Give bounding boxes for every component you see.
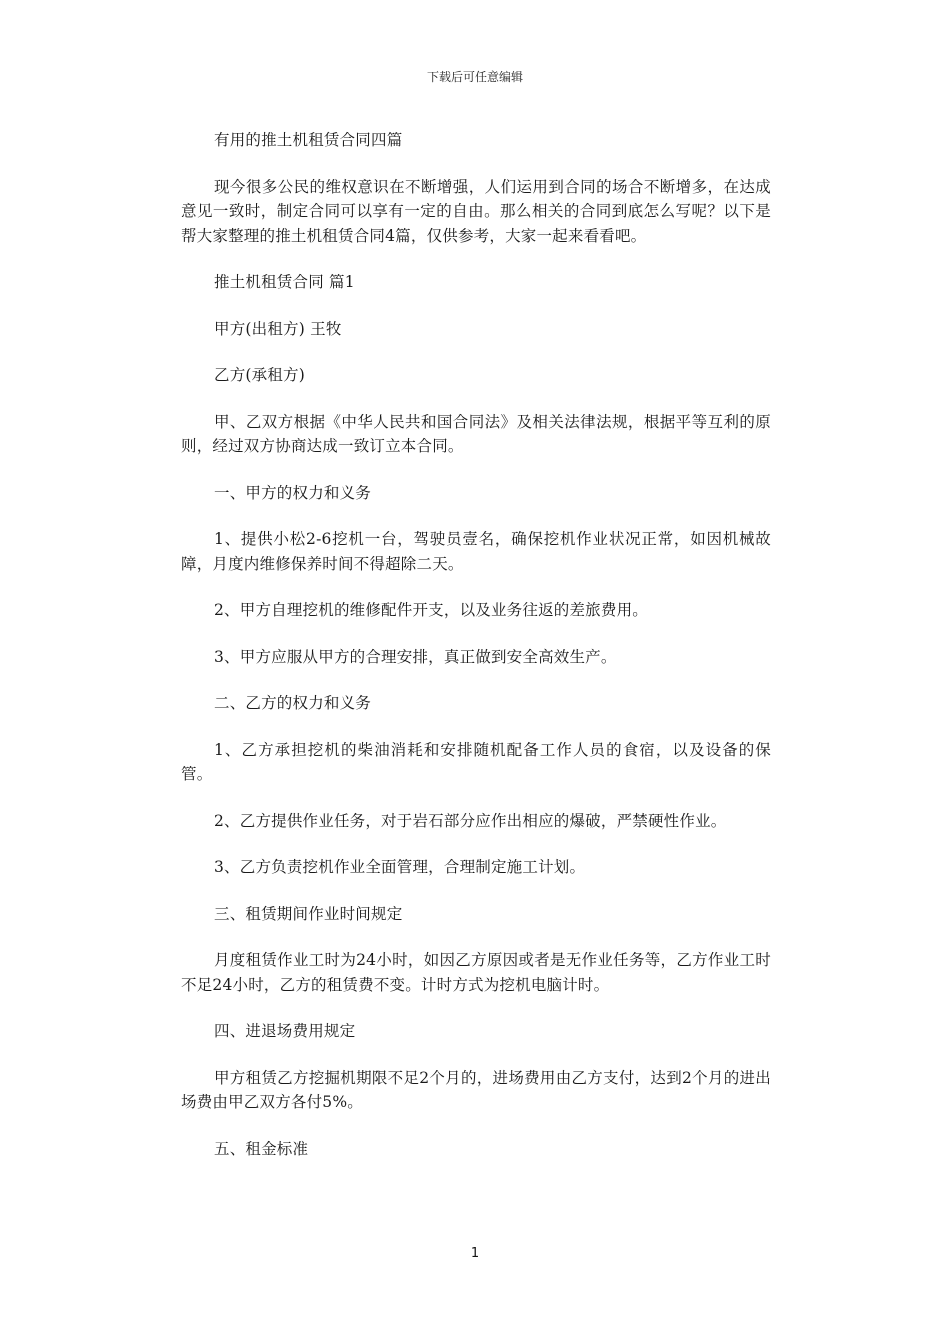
party-a: 甲方(出租方) 王牧: [214, 319, 342, 338]
party-b: 乙方(承租方): [214, 366, 305, 384]
section-heading-3: 三、租赁期间作业时间规定: [214, 904, 403, 923]
section-heading-5: 五、租金标准: [214, 1139, 309, 1158]
clause-3: 月度租赁作业工时为24小时，如因乙方原因或者是无作业任务等，乙方作业工时不足24小时，乙方的租赁费不变。计时方式为挖机电脑计时。: [181, 951, 771, 994]
intro-paragraph: 现今很多公民的维权意识在不断增强，人们运用到合同的场合不断增多，在达成意见一致时，制定合同可以享有一定的自由。那么相关的合同到底怎么写呢？以下是帮大家整理的推土机租赁合同4篇，仅供参考，大家一起来看看吧。: [181, 177, 771, 245]
section-heading-4: 四、进退场费用规定: [214, 1022, 356, 1040]
page-number: 1: [470, 1246, 480, 1261]
clause-1-2: 2、甲方自理挖机的维修配件开支，以及业务往返的差旅费用。: [214, 601, 648, 619]
section-heading-2: 二、乙方的权力和义务: [214, 694, 372, 712]
clause-1-3: 3、甲方应服从甲方的合理安排，真正做到安全高效生产。: [214, 647, 617, 666]
contract-heading: 推土机租赁合同 篇1: [214, 273, 355, 291]
clause-1-1: 1、提供小松2-6挖机一台，驾驶员壹名，确保挖机作业状况正常，如因机械故障，月度内维修保养时间不得超除二天。: [181, 530, 771, 573]
clause-2-2: 2、乙方提供作业任务，对于岩石部分应作出相应的爆破，严禁硬性作业。: [214, 811, 727, 830]
document-body: [181, 128, 771, 1183]
clause-2-1: 1、乙方承担挖机的柴油消耗和安排随机配备工作人员的食宿，以及设备的保管。: [181, 740, 771, 783]
document-title: 有用的推土机租赁合同四篇: [214, 131, 403, 149]
clause-2-3: 3、乙方负责挖机作业全面管理，合理制定施工计划。: [214, 858, 586, 876]
clause-4: 甲方租赁乙方挖掘机期限不足2个月的，进场费用由乙方支付，达到2个月的进出场费由甲乙双方各付5%。: [181, 1068, 771, 1111]
section-heading-1: 一、甲方的权力和义务: [214, 483, 372, 502]
preamble-paragraph: 甲、乙双方根据《中华人民共和国合同法》及相关法律法规，根据平等互利的原则，经过双方协商达成一致订立本合同。: [181, 412, 771, 455]
page-header: 下载后可任意编辑: [426, 70, 523, 84]
